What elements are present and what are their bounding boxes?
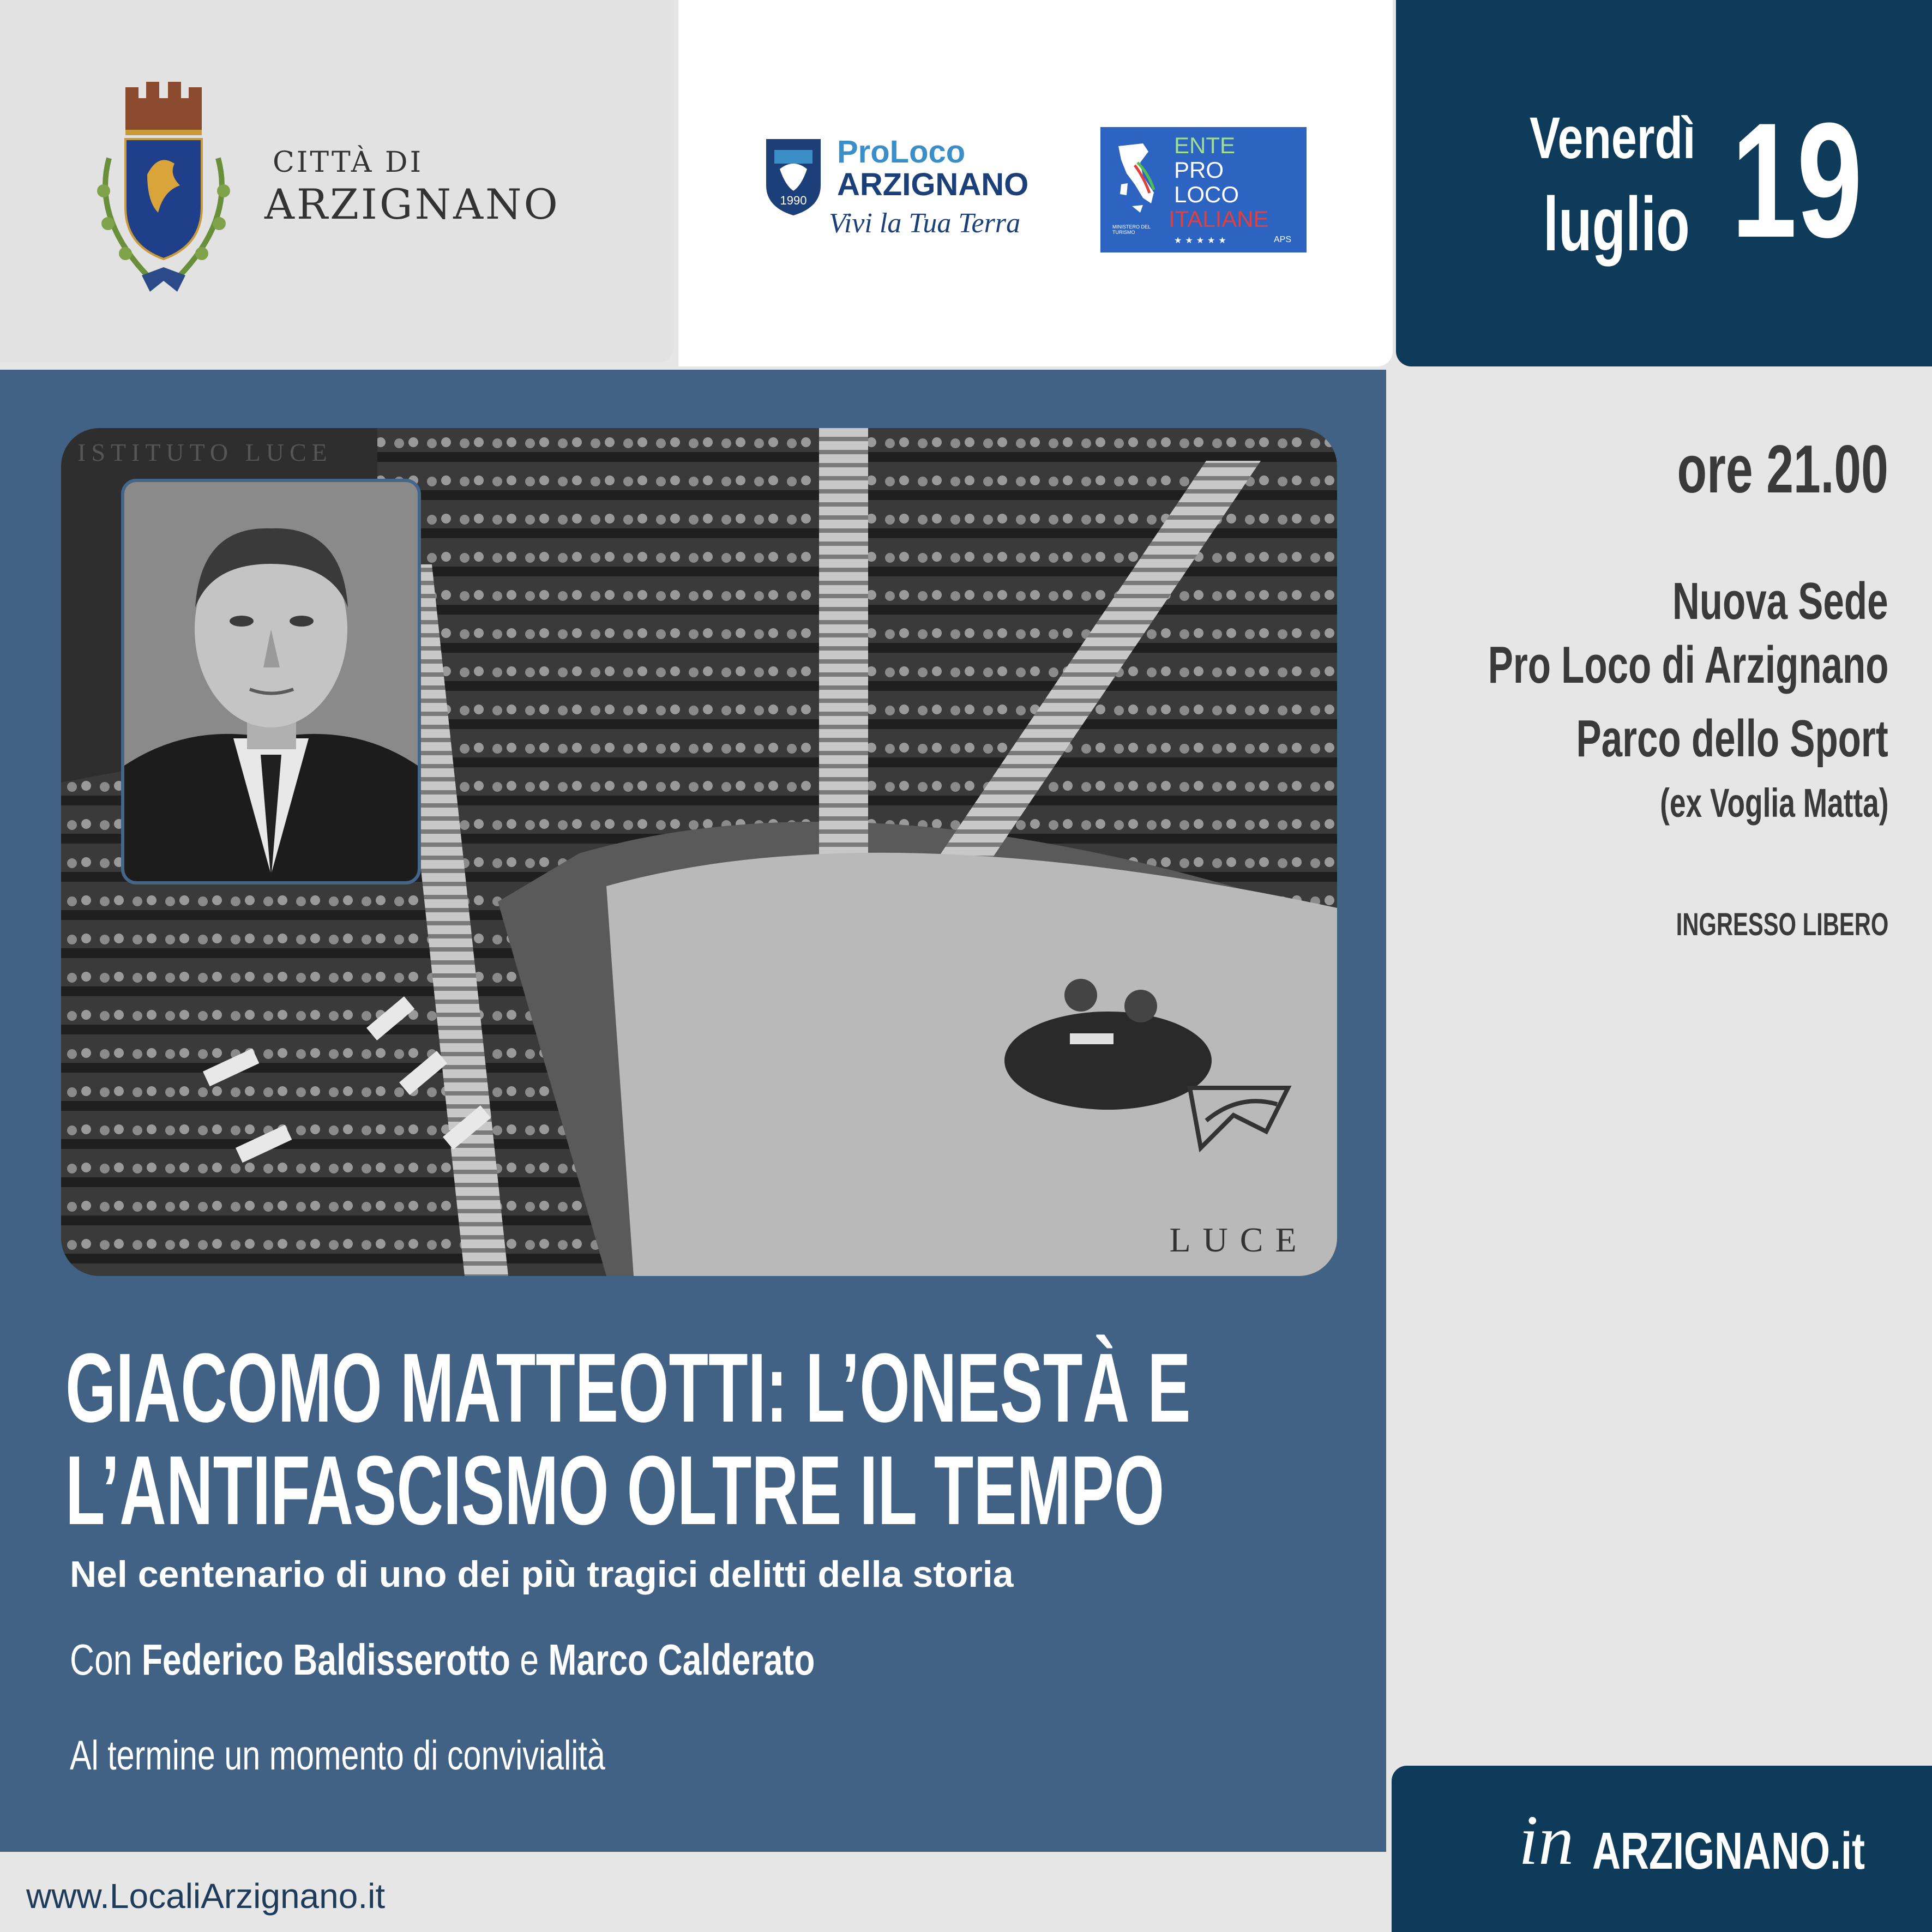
portrait-image — [124, 482, 418, 881]
speaker-1: Federico Baldisserotto — [141, 1635, 510, 1684]
proloco-tagline: Vivi la Tua Terra — [829, 208, 1021, 239]
proloco-shield-icon — [763, 136, 823, 218]
ente-word4: ITALIANE — [1169, 206, 1269, 232]
proloco-year: 1990 — [780, 194, 807, 207]
event-title-line2: L’ANTIFASCISMO OLTRE IL TEMPO — [65, 1436, 1165, 1545]
city-name-line1: CITTÀ DI — [273, 146, 424, 179]
ente-word2: PRO — [1174, 157, 1224, 183]
matteotti-portrait — [121, 479, 421, 884]
city-crest-icon — [87, 82, 240, 294]
proloco-name-line1: ProLoco — [837, 134, 966, 170]
venue-line1: Nuova Sede — [1672, 572, 1888, 630]
city-name-line2: ARZIGNANO — [264, 180, 560, 228]
site-logo-domain[interactable]: ARZIGNANO.it — [1592, 1822, 1865, 1880]
ente-pro-loco-logo — [1100, 127, 1307, 252]
ente-stars-icon: ★★★★★ — [1174, 235, 1230, 245]
speakers-prefix: Con — [70, 1635, 133, 1684]
venue-line3: Parco dello Sport — [1576, 709, 1888, 768]
speaker-2: Marco Calderato — [548, 1635, 815, 1684]
site-logo-prefix: in — [1519, 1801, 1574, 1880]
ente-ministry: MINISTERO DEL TURISMO — [1112, 224, 1151, 235]
ente-aps: APS — [1274, 235, 1292, 244]
footer-url-link[interactable]: www.LocaliArzignano.it — [26, 1876, 386, 1916]
ente-word3: LOCO — [1174, 182, 1239, 207]
event-title-line1: GIACOMO MATTEOTTI: L’ONESTÀ E — [65, 1333, 1191, 1443]
photo-watermark: ISTITUTO LUCE — [77, 438, 333, 466]
ente-word1: ENTE — [1174, 133, 1236, 158]
venue-line4: (ex Voglia Matta) — [1659, 780, 1888, 826]
event-closing-note: Al termine un momento di convivialità — [70, 1732, 605, 1779]
venue-line2: Pro Loco di Arzignano — [1488, 636, 1888, 694]
day-number: 19 — [1731, 88, 1863, 272]
event-speakers — [70, 1635, 815, 1685]
month-name: luglio — [1543, 181, 1690, 267]
event-subtitle: Nel centenario di uno dei più tragici delitti della storia — [70, 1554, 1014, 1595]
admission-note: INGRESSO LIBERO — [1676, 907, 1888, 942]
day-name: Venerdì — [1530, 105, 1696, 171]
proloco-name-line2: ARZIGNANO — [837, 167, 1029, 202]
luce-logo-text: LUCE — [1169, 1220, 1309, 1259]
speakers-conjunction: e — [520, 1635, 539, 1684]
event-time: ore 21.00 — [1677, 432, 1888, 507]
italy-map-icon — [1110, 141, 1159, 222]
